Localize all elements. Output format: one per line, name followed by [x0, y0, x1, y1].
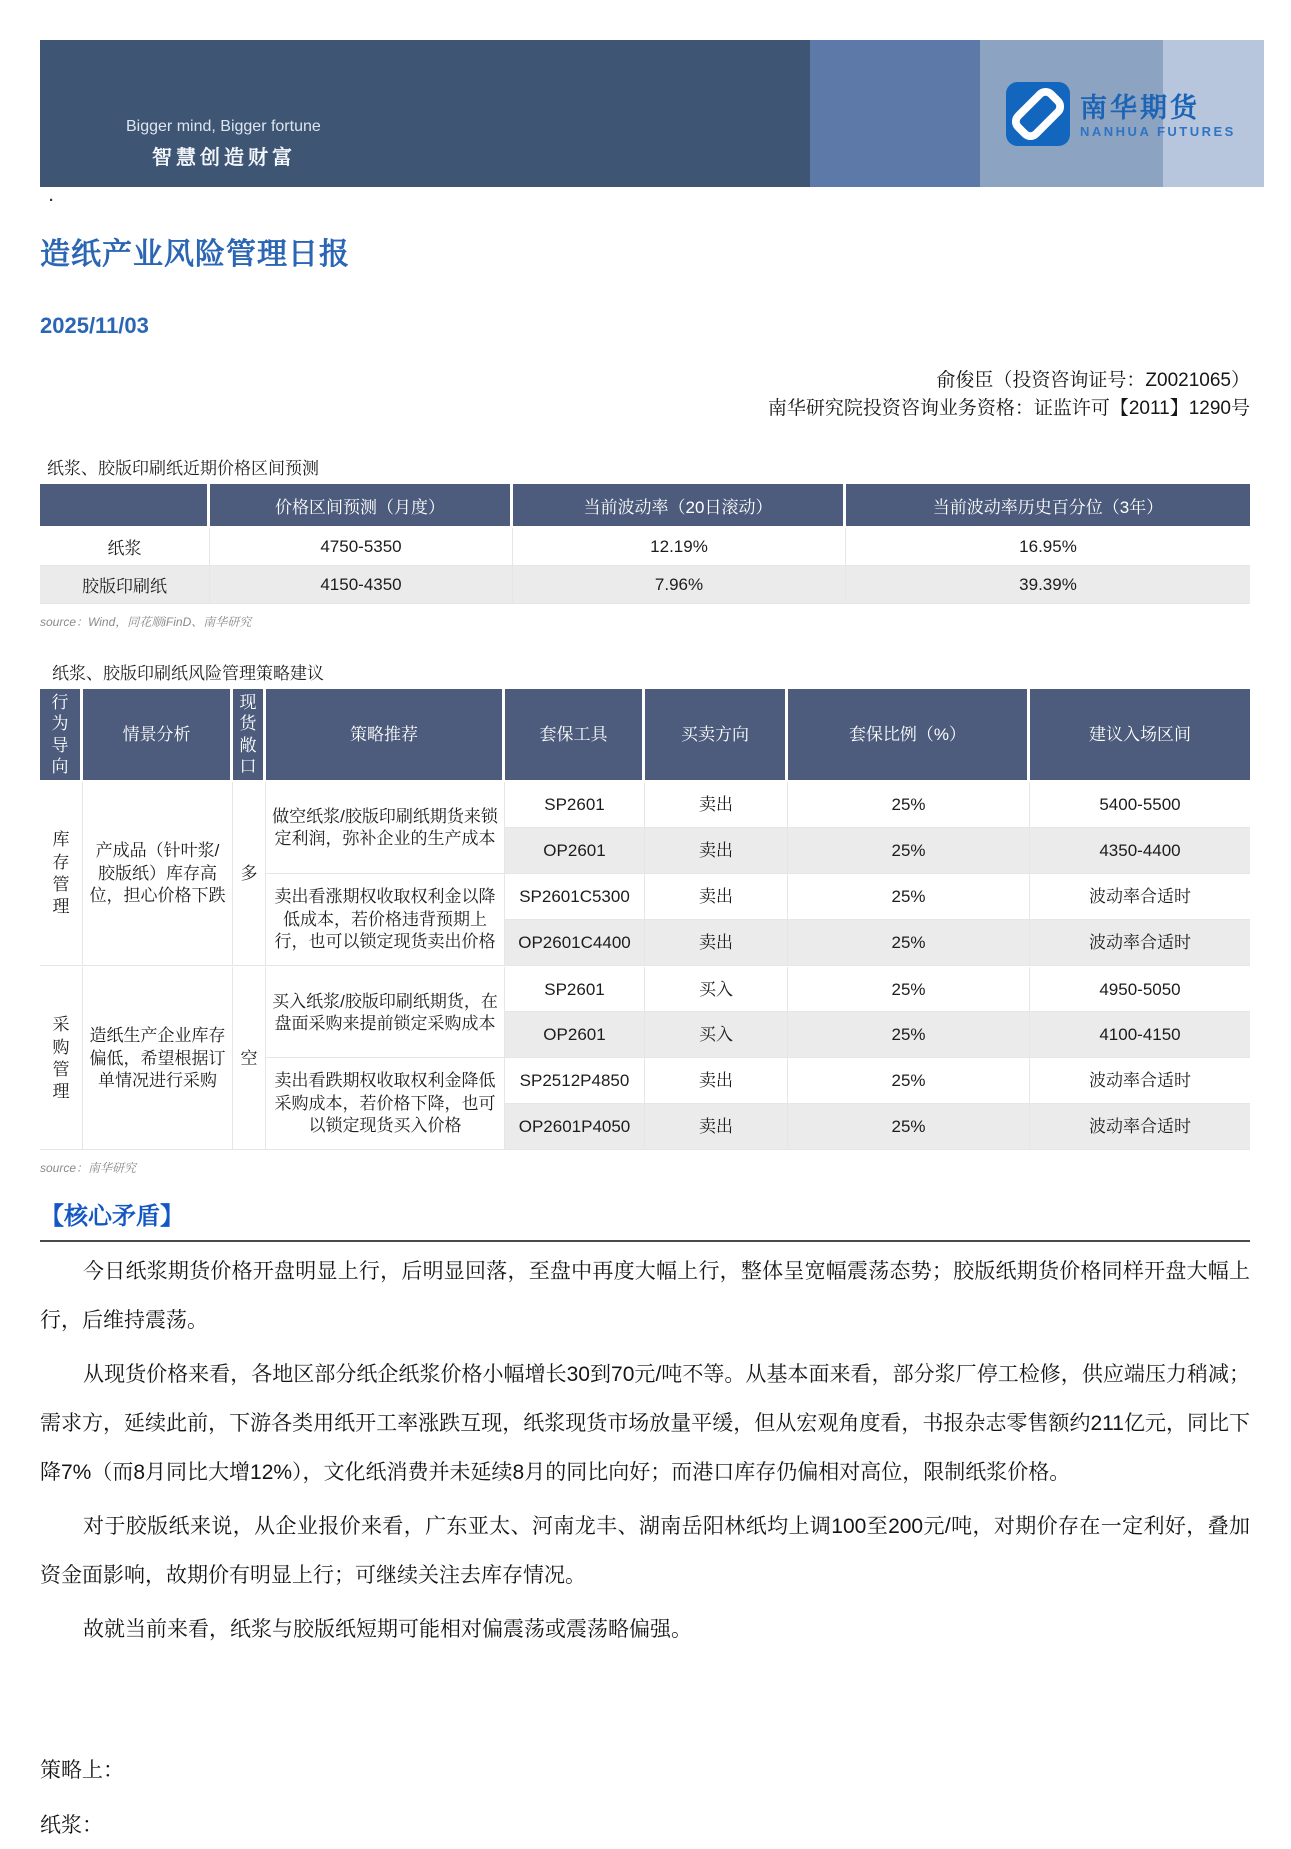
cell-direction: 卖出: [645, 782, 788, 828]
cell-direction: 卖出: [645, 828, 788, 874]
cell-direction: 卖出: [645, 920, 788, 966]
banner-tagline-zh: 智慧创造财富: [152, 147, 296, 169]
paragraph-2: 从现货价格来看，各地区部分纸企纸浆价格小幅增长30到70元/吨不等。从基本面来看，部分浆厂停工检修，供应端压力稍减；需求方，延续此前，下游各类用纸开工率涨跌互现，纸浆现货市场放量平缓，但从宏观角度看，书报杂志零售额约211亿元，同比下降7%（而8月同比大增12%），文化纸消费并未延续8月的同比向好；而港口库存仍偏相对高位，限制纸浆价格。: [40, 1363, 1250, 1485]
cell-tool: SP2601: [505, 966, 645, 1012]
col-header-exposure: 现货敞口: [233, 689, 266, 782]
cell-entry-range: 5400-5500: [1030, 782, 1250, 828]
cell-tool: OP2601C4400: [505, 920, 645, 966]
author-line1: 俞俊臣（投资咨询证号：Z0021065）: [936, 370, 1250, 391]
logo-text-en: NANHUA FUTURES: [1080, 124, 1236, 140]
cell-tool: SP2512P4850: [505, 1058, 645, 1104]
cell-entry-range: 波动率合适时: [1030, 874, 1250, 920]
cell-entry-range: 波动率合适时: [1030, 920, 1250, 966]
strategy-label: 策略上：: [40, 1759, 124, 1783]
cell-strategy: 卖出看跌期权收取权利金降低采购成本，若价格下降，也可以锁定现货买入价格: [266, 1058, 505, 1150]
banner-band-medium: [810, 40, 980, 187]
row-label: 纸浆: [40, 528, 210, 566]
cell-ratio: 25%: [788, 828, 1030, 874]
cell-tool: OP2601: [505, 1012, 645, 1058]
cell-ratio: 25%: [788, 782, 1030, 828]
table-row: [40, 528, 1250, 566]
cell-behavior: 库存管理: [40, 782, 83, 966]
cell-scenario: 造纸生产企业库存偏低，希望根据订单情况进行采购: [83, 966, 233, 1150]
cell-entry-range: 波动率合适时: [1030, 1104, 1250, 1150]
table-row: [40, 782, 1250, 828]
section-divider: [40, 1240, 1250, 1242]
col-header-ratio: 套保比例（%）: [788, 689, 1030, 782]
price-forecast-table: [40, 484, 1250, 604]
report-page: [0, 40, 1291, 1849]
cell-ratio: 25%: [788, 1058, 1030, 1104]
table2-source: source：南华研究: [40, 1161, 137, 1176]
col-header-entry-range: 建议入场区间: [1030, 689, 1250, 782]
paragraph-3: 对于胶版纸来说，从企业报价来看，广东亚太、河南龙丰、湖南岳阳林纸均上调100至200元/吨，对期价存在一定利好，叠加资金面影响，故期价有明显上行；可继续关注去库存情况。: [40, 1515, 1250, 1588]
cell-strategy: 做空纸浆/胶版印刷纸期货来锁定利润，弥补企业的生产成本: [266, 782, 505, 874]
cell-tool: SP2601C5300: [505, 874, 645, 920]
cell-entry-range: 波动率合适时: [1030, 1058, 1250, 1104]
cell-ratio: 25%: [788, 920, 1030, 966]
col-header-behavior: 行为导向: [40, 689, 83, 782]
cell-exposure: 空: [233, 966, 266, 1150]
cell-direction: 卖出: [645, 1058, 788, 1104]
cell-ratio: 25%: [788, 874, 1030, 920]
price-table-title: 纸浆、胶版印刷纸近期价格区间预测: [47, 459, 319, 479]
section-title-core: 【核心矛盾】: [40, 1203, 184, 1231]
strategy-table-title: 纸浆、胶版印刷纸风险管理策略建议: [52, 664, 324, 684]
cell-price-range: 4750-5350: [210, 528, 513, 566]
nanhua-logo: [1006, 82, 1236, 151]
cell-entry-range: 4100-4150: [1030, 1012, 1250, 1058]
cell-volatility: 12.19%: [513, 528, 846, 566]
cell-entry-range: 4950-5050: [1030, 966, 1250, 1012]
strategy-table: [40, 689, 1250, 1150]
cell-direction: 卖出: [645, 1104, 788, 1150]
cell-volatility: 7.96%: [513, 566, 846, 604]
report-date: 2025/11/03: [40, 313, 149, 338]
cell-ratio: 25%: [788, 1012, 1030, 1058]
col-header-tool: 套保工具: [505, 689, 645, 782]
paragraph-4: 故就当前来看，纸浆与胶版纸短期可能相对偏震荡或震荡略偏强。: [83, 1618, 693, 1642]
banner-tagline-en: Bigger mind, Bigger fortune: [126, 118, 321, 135]
col-header-vol-percentile: 当前波动率历史百分位（3年）: [846, 484, 1250, 528]
col-header-strategy: 策略推荐: [266, 689, 505, 782]
core-body: [40, 1247, 1250, 1654]
cell-ratio: 25%: [788, 1104, 1030, 1150]
cell-ratio: 25%: [788, 966, 1030, 1012]
col-header-scenario: 情景分析: [83, 689, 233, 782]
cell-vol-percentile: 39.39%: [846, 566, 1250, 604]
cell-vol-percentile: 16.95%: [846, 528, 1250, 566]
table-row: [40, 966, 1250, 1012]
table1-source: source：Wind，同花顺iFinD、南华研究: [40, 615, 252, 630]
cell-tool: OP2601: [505, 828, 645, 874]
col-header-blank: [40, 484, 210, 528]
cell-tool: OP2601P4050: [505, 1104, 645, 1150]
paragraph-1: 今日纸浆期货价格开盘明显上行，后明显回落，至盘中再度大幅上行，整体呈宽幅震荡态势；胶版纸期货价格同样开盘大幅上行，后维持震荡。: [40, 1260, 1250, 1333]
cell-direction: 卖出: [645, 874, 788, 920]
cell-behavior: 采购管理: [40, 966, 83, 1150]
cell-scenario: 产成品（针叶浆/胶版纸）库存高位，担心价格下跌: [83, 782, 233, 966]
logo-text-zh: 南华期货: [1080, 93, 1200, 123]
col-header-price-range: 价格区间预测（月度）: [210, 484, 513, 528]
cell-tool: SP2601: [505, 782, 645, 828]
pulp-label: 纸浆：: [40, 1814, 103, 1838]
row-label: 胶版印刷纸: [40, 566, 210, 604]
cell-entry-range: 4350-4400: [1030, 828, 1250, 874]
cell-strategy: 买入纸浆/胶版印刷纸期货，在盘面采购来提前锁定采购成本: [266, 966, 505, 1058]
cell-direction: 买入: [645, 1012, 788, 1058]
nanhua-logo-icon: [1006, 82, 1070, 151]
col-header-direction: 买卖方向: [645, 689, 788, 782]
page-title: 造纸产业风险管理日报: [40, 238, 350, 271]
cell-exposure: 多: [233, 782, 266, 966]
table-row: [40, 566, 1250, 604]
author-block: [40, 367, 1250, 422]
author-line2: 南华研究院投资咨询业务资格：证监许可【2011】1290号: [767, 397, 1250, 419]
cell-direction: 买入: [645, 966, 788, 1012]
brand-banner: [40, 40, 1264, 187]
page-dot: ·: [49, 192, 54, 209]
cell-strategy: 卖出看涨期权收取权利金以降低成本，若价格违背预期上行，也可以锁定现货卖出价格: [266, 874, 505, 966]
cell-price-range: 4150-4350: [210, 566, 513, 604]
col-header-volatility: 当前波动率（20日滚动）: [513, 484, 846, 528]
